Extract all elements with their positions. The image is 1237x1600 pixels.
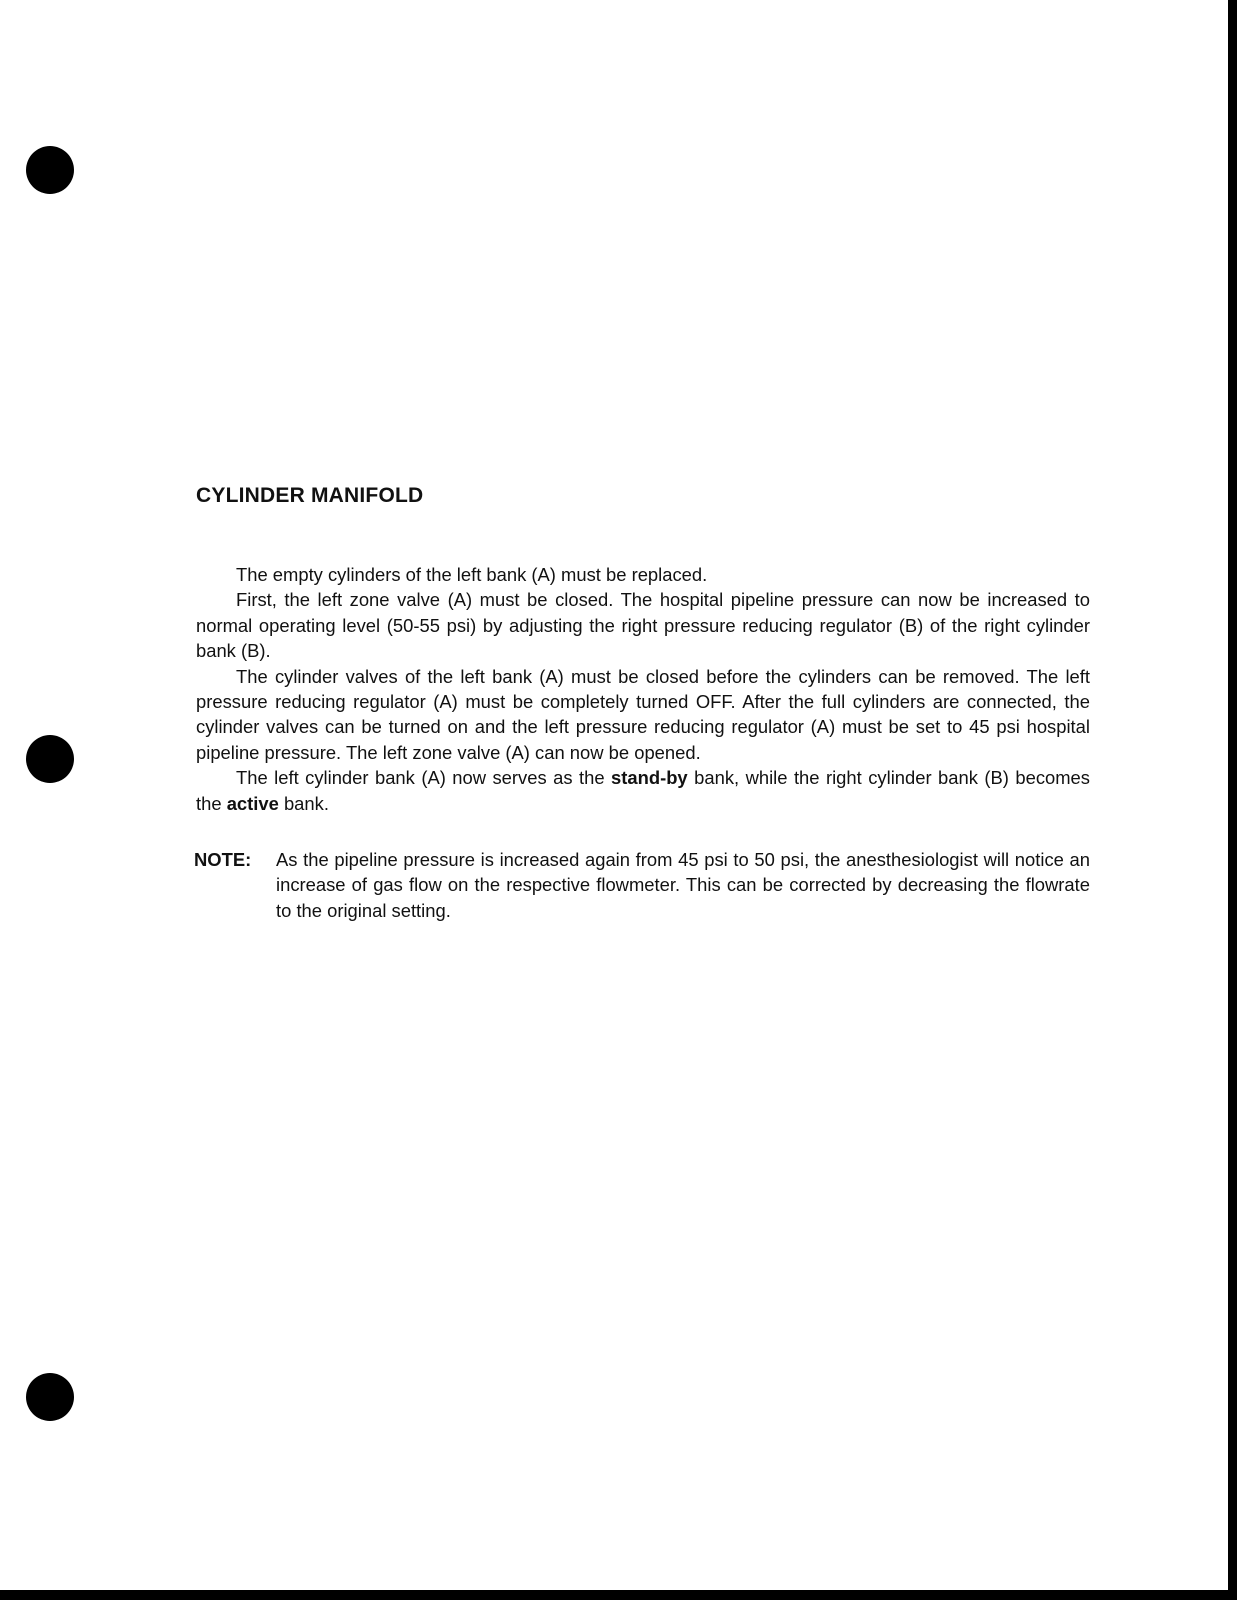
paragraph-replace-cylinders: The empty cylinders of the left bank (A) must be replaced. — [236, 564, 708, 585]
paragraph-bank-roles-text: bank. — [278, 792, 329, 814]
note-block — [194, 847, 1090, 923]
paragraph-bank-roles-text: The left cylinder bank (A) now serves as the — [236, 767, 612, 789]
section-title: CYLINDER MANIFOLD — [196, 484, 424, 507]
active-term: active — [226, 792, 279, 814]
paragraph-bank-roles — [196, 765, 1090, 816]
note-label: NOTE: — [194, 849, 252, 870]
binder-punch-hole — [26, 1373, 74, 1421]
page-bottom-border — [0, 1590, 1237, 1600]
paragraph-bank-roles-text: bank, while the right cylinder bank (B) becomes the — [196, 767, 1090, 814]
paragraph-close-zone-valve: First, the left zone valve (A) must be closed. The hospital pipeline pressure can now be increased to normal operating level (50-55 psi) by adjusting the right pressure reducing regulator (B) of the right cylinder bank (B). — [196, 589, 1090, 662]
paragraph-remove-cylinders: The cylinder valves of the left bank (A) must be closed before the cylinders can be removed. The left pressure reducing regulator (A) must be completely turned OFF. After the full cylinders are connected, the cylinder valves can be turned on and the left pressure reducing regulator (A) must be set to 45 psi hospital pipeline pressure. The left zone valve (A) can now be opened. — [196, 665, 1090, 763]
binder-punch-hole — [26, 146, 74, 194]
page-right-border — [1228, 0, 1237, 1600]
note-text: As the pipeline pressure is increased again from 45 psi to 50 psi, the anesthesiologist will notice an increase of gas flow on the respective flowmeter. This can be corrected by decreasing the flowrate to the original setting. — [276, 849, 1090, 921]
standby-term: stand-by — [611, 767, 688, 789]
binder-punch-hole — [26, 735, 74, 783]
body-text — [196, 562, 1090, 816]
